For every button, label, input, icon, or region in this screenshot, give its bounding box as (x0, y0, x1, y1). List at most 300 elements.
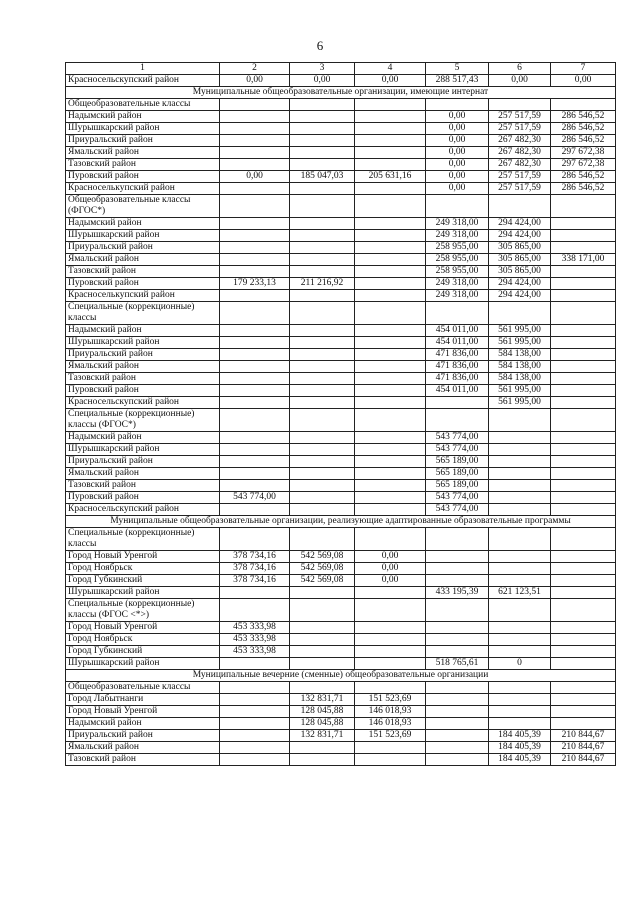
value-cell-col5: 471 836,00 (426, 361, 489, 373)
value-cell-col2 (220, 504, 290, 516)
row-label: Тазовский район (66, 373, 220, 385)
value-cell-col4 (355, 504, 426, 516)
value-cell-col3: 132 831,71 (290, 694, 355, 706)
value-cell-col7 (551, 694, 616, 706)
value-cell-col6 (489, 468, 551, 480)
value-cell-col5: 543 774,00 (426, 504, 489, 516)
value-cell-col3 (290, 337, 355, 349)
value-cell-col2 (220, 456, 290, 468)
section-header-row (66, 87, 616, 99)
row-label: Пуровский район (66, 171, 220, 183)
value-cell-col6: 621 123,51 (489, 587, 551, 599)
value-cell-col4 (355, 622, 426, 634)
table-row (66, 754, 616, 766)
value-cell-col5: 518 765,61 (426, 658, 489, 670)
value-cell-col2 (220, 159, 290, 171)
table-row (66, 147, 616, 159)
value-cell-col2 (220, 730, 290, 742)
value-cell-col7 (551, 551, 616, 563)
value-cell-col4: 151 523,69 (355, 730, 426, 742)
value-cell-col3: 185 047,03 (290, 171, 355, 183)
value-cell-col2: 179 233,13 (220, 278, 290, 290)
value-cell-col2: 0,00 (220, 75, 290, 87)
value-cell-col4 (355, 361, 426, 373)
value-cell-col6 (489, 492, 551, 504)
value-cell-col2 (220, 218, 290, 230)
value-cell-col6: 257 517,59 (489, 171, 551, 183)
table-row (66, 563, 616, 575)
value-cell-col5: 0,00 (426, 183, 489, 195)
value-cell-col6: 561 995,00 (489, 337, 551, 349)
value-cell-col7 (551, 290, 616, 302)
table-row (66, 682, 616, 694)
value-cell-col7: 297 672,38 (551, 147, 616, 159)
value-cell-col3 (290, 682, 355, 694)
value-cell-col6: 0 (489, 658, 551, 670)
value-cell-col2 (220, 290, 290, 302)
value-cell-col7 (551, 302, 616, 325)
row-label: Специальные (коррекционные) классы (ФГОС*) (66, 409, 220, 432)
table-row (66, 266, 616, 278)
value-cell-col6 (489, 563, 551, 575)
section-title: Муниципальные общеобразовательные организации, имеющие интернат (66, 87, 616, 99)
value-cell-col5 (426, 528, 489, 551)
value-cell-col4 (355, 492, 426, 504)
value-cell-col5: 543 774,00 (426, 444, 489, 456)
row-label: Надымский район (66, 432, 220, 444)
value-cell-col7 (551, 242, 616, 254)
value-cell-col7 (551, 397, 616, 409)
value-cell-col7 (551, 266, 616, 278)
row-label: Специальные (коррекционные) классы (66, 302, 220, 325)
value-cell-col3 (290, 123, 355, 135)
value-cell-col6: 184 405,39 (489, 730, 551, 742)
value-cell-col2 (220, 349, 290, 361)
table-row (66, 468, 616, 480)
value-cell-col7 (551, 444, 616, 456)
value-cell-col5 (426, 195, 489, 218)
value-cell-col3: 128 045,88 (290, 718, 355, 730)
value-cell-col4 (355, 111, 426, 123)
value-cell-col7 (551, 99, 616, 111)
value-cell-col6 (489, 99, 551, 111)
value-cell-col7: 286 546,52 (551, 171, 616, 183)
value-cell-col7 (551, 218, 616, 230)
value-cell-col4 (355, 337, 426, 349)
value-cell-col5: 454 011,00 (426, 325, 489, 337)
value-cell-col6: 294 424,00 (489, 278, 551, 290)
value-cell-col3 (290, 290, 355, 302)
value-cell-col5 (426, 302, 489, 325)
row-label: Специальные (коррекционные) классы (ФГОС <*>) (66, 599, 220, 622)
value-cell-col6 (489, 528, 551, 551)
row-label: Тазовский район (66, 754, 220, 766)
row-label: Город Ноябрьск (66, 563, 220, 575)
value-cell-col7 (551, 504, 616, 516)
value-cell-col2 (220, 135, 290, 147)
value-cell-col6 (489, 599, 551, 622)
row-label: Город Новый Уренгой (66, 706, 220, 718)
row-label: Пуровский район (66, 385, 220, 397)
value-cell-col4: 205 631,16 (355, 171, 426, 183)
value-cell-col6: 584 138,00 (489, 361, 551, 373)
value-cell-col6: 267 482,30 (489, 147, 551, 159)
header-cell-5: 5 (426, 63, 489, 75)
value-cell-col2 (220, 444, 290, 456)
value-cell-col6: 561 995,00 (489, 397, 551, 409)
row-label: Шурышкарский район (66, 337, 220, 349)
value-cell-col2 (220, 373, 290, 385)
value-cell-col4 (355, 456, 426, 468)
value-cell-col7 (551, 456, 616, 468)
value-cell-col3 (290, 159, 355, 171)
value-cell-col3 (290, 147, 355, 159)
value-cell-col2 (220, 528, 290, 551)
value-cell-col5: 0,00 (426, 111, 489, 123)
value-cell-col3 (290, 658, 355, 670)
value-cell-col6: 267 482,30 (489, 135, 551, 147)
value-cell-col5: 288 517,43 (426, 75, 489, 87)
value-cell-col6 (489, 195, 551, 218)
table-row (66, 278, 616, 290)
value-cell-col7 (551, 385, 616, 397)
budget-table (65, 62, 616, 766)
value-cell-col7 (551, 361, 616, 373)
value-cell-col4 (355, 278, 426, 290)
value-cell-col4 (355, 99, 426, 111)
value-cell-col5 (426, 563, 489, 575)
value-cell-col3: 211 216,92 (290, 278, 355, 290)
value-cell-col7: 338 171,00 (551, 254, 616, 266)
value-cell-col5: 543 774,00 (426, 432, 489, 444)
value-cell-col5 (426, 622, 489, 634)
value-cell-col2 (220, 242, 290, 254)
value-cell-col6: 561 995,00 (489, 325, 551, 337)
value-cell-col3: 542 569,08 (290, 575, 355, 587)
row-label: Красносельскупский район (66, 504, 220, 516)
value-cell-col4 (355, 397, 426, 409)
header-cell-2: 2 (220, 63, 290, 75)
value-cell-col7 (551, 230, 616, 242)
value-cell-col5 (426, 730, 489, 742)
value-cell-col6: 257 517,59 (489, 183, 551, 195)
value-cell-col6: 184 405,39 (489, 754, 551, 766)
value-cell-col4 (355, 325, 426, 337)
value-cell-col6: 184 405,39 (489, 742, 551, 754)
value-cell-col6 (489, 622, 551, 634)
table-row (66, 587, 616, 599)
table-row (66, 397, 616, 409)
value-cell-col5: 0,00 (426, 171, 489, 183)
value-cell-col6 (489, 706, 551, 718)
value-cell-col4: 151 523,69 (355, 694, 426, 706)
section-header-row (66, 516, 616, 528)
value-cell-col2 (220, 183, 290, 195)
table-row (66, 646, 616, 658)
table-row (66, 337, 616, 349)
row-label: Шурышкарский район (66, 587, 220, 599)
value-cell-col3 (290, 754, 355, 766)
row-label: Тазовский район (66, 159, 220, 171)
row-label: Город Губкинский (66, 646, 220, 658)
value-cell-col6: 561 995,00 (489, 385, 551, 397)
value-cell-col3 (290, 409, 355, 432)
value-cell-col4 (355, 682, 426, 694)
value-cell-col2 (220, 123, 290, 135)
table-row (66, 135, 616, 147)
value-cell-col3 (290, 456, 355, 468)
value-cell-col4: 0,00 (355, 75, 426, 87)
value-cell-col7 (551, 587, 616, 599)
value-cell-col5: 454 011,00 (426, 385, 489, 397)
value-cell-col6: 267 482,30 (489, 159, 551, 171)
value-cell-col7: 286 546,52 (551, 135, 616, 147)
row-label: Ямальский район (66, 742, 220, 754)
value-cell-col3: 128 045,88 (290, 706, 355, 718)
value-cell-col3 (290, 218, 355, 230)
table-row (66, 444, 616, 456)
value-cell-col5: 249 318,00 (426, 218, 489, 230)
value-cell-col4 (355, 135, 426, 147)
value-cell-col4 (355, 123, 426, 135)
value-cell-col6: 294 424,00 (489, 230, 551, 242)
row-label: Город Ноябрьск (66, 634, 220, 646)
value-cell-col7: 286 546,52 (551, 183, 616, 195)
value-cell-col4 (355, 302, 426, 325)
value-cell-col5: 454 011,00 (426, 337, 489, 349)
row-label: Шурышкарский район (66, 230, 220, 242)
row-label: Красносельскупский район (66, 397, 220, 409)
value-cell-col6 (489, 409, 551, 432)
value-cell-col7 (551, 278, 616, 290)
value-cell-col3: 542 569,08 (290, 551, 355, 563)
value-cell-col5: 565 189,00 (426, 468, 489, 480)
row-label: Город Лабытнанги (66, 694, 220, 706)
row-label: Надымский район (66, 111, 220, 123)
row-label: Общеобразовательные классы (ФГОС*) (66, 195, 220, 218)
value-cell-col5 (426, 694, 489, 706)
value-cell-col4 (355, 147, 426, 159)
value-cell-col7 (551, 480, 616, 492)
row-label: Приуральский район (66, 456, 220, 468)
value-cell-col7 (551, 575, 616, 587)
category-row (66, 409, 616, 432)
value-cell-col4: 0,00 (355, 563, 426, 575)
value-cell-col6: 305 865,00 (489, 254, 551, 266)
value-cell-col7 (551, 337, 616, 349)
row-label: Общеобразовательные классы (66, 682, 220, 694)
value-cell-col7 (551, 563, 616, 575)
value-cell-col3 (290, 622, 355, 634)
table-row (66, 111, 616, 123)
value-cell-col4 (355, 742, 426, 754)
value-cell-col7: 286 546,52 (551, 111, 616, 123)
value-cell-col3 (290, 646, 355, 658)
value-cell-col7: 0,00 (551, 75, 616, 87)
value-cell-col4 (355, 218, 426, 230)
row-label: Приуральский район (66, 135, 220, 147)
value-cell-col5: 0,00 (426, 159, 489, 171)
value-cell-col2 (220, 302, 290, 325)
value-cell-col2 (220, 195, 290, 218)
row-label: Пуровский район (66, 492, 220, 504)
value-cell-col6: 257 517,59 (489, 123, 551, 135)
row-label: Ямальский район (66, 361, 220, 373)
value-cell-col4 (355, 159, 426, 171)
value-cell-col6 (489, 575, 551, 587)
value-cell-col3 (290, 480, 355, 492)
value-cell-col3 (290, 373, 355, 385)
table-row (66, 171, 616, 183)
table-body (66, 63, 616, 766)
value-cell-col7 (551, 409, 616, 432)
table-row (66, 694, 616, 706)
value-cell-col5: 0,00 (426, 147, 489, 159)
row-label: Город Новый Уренгой (66, 622, 220, 634)
table-row (66, 432, 616, 444)
table-row (66, 480, 616, 492)
value-cell-col2: 453 333,98 (220, 646, 290, 658)
value-cell-col5: 565 189,00 (426, 480, 489, 492)
value-cell-col3 (290, 195, 355, 218)
value-cell-col6 (489, 504, 551, 516)
value-cell-col2 (220, 480, 290, 492)
table-row (66, 658, 616, 670)
value-cell-col5: 249 318,00 (426, 230, 489, 242)
value-cell-col7 (551, 468, 616, 480)
value-cell-col5 (426, 409, 489, 432)
table-row (66, 634, 616, 646)
value-cell-col3 (290, 397, 355, 409)
table-row (66, 230, 616, 242)
value-cell-col7 (551, 682, 616, 694)
value-cell-col5 (426, 99, 489, 111)
value-cell-col2 (220, 409, 290, 432)
value-cell-col3 (290, 444, 355, 456)
row-label: Специальные (коррекционные) классы (66, 528, 220, 551)
table-row (66, 385, 616, 397)
value-cell-col5: 565 189,00 (426, 456, 489, 468)
value-cell-col5: 0,00 (426, 135, 489, 147)
value-cell-col2 (220, 385, 290, 397)
value-cell-col4 (355, 254, 426, 266)
value-cell-col2: 453 333,98 (220, 622, 290, 634)
row-label: Шурышкарский район (66, 444, 220, 456)
value-cell-col7 (551, 325, 616, 337)
value-cell-col7 (551, 658, 616, 670)
value-cell-col4 (355, 385, 426, 397)
value-cell-col3 (290, 111, 355, 123)
value-cell-col5: 258 955,00 (426, 242, 489, 254)
header-cell-7: 7 (551, 63, 616, 75)
value-cell-col3 (290, 599, 355, 622)
row-label: Город Новый Уренгой (66, 551, 220, 563)
row-label: Город Губкинский (66, 575, 220, 587)
value-cell-col4 (355, 528, 426, 551)
value-cell-col3 (290, 432, 355, 444)
value-cell-col2 (220, 658, 290, 670)
header-cell-3: 3 (290, 63, 355, 75)
table-row (66, 742, 616, 754)
value-cell-col4 (355, 599, 426, 622)
value-cell-col7 (551, 706, 616, 718)
section-header-row (66, 670, 616, 682)
value-cell-col5: 471 836,00 (426, 349, 489, 361)
value-cell-col6 (489, 432, 551, 444)
value-cell-col2 (220, 682, 290, 694)
value-cell-col6 (489, 682, 551, 694)
value-cell-col2 (220, 361, 290, 373)
value-cell-col6 (489, 456, 551, 468)
value-cell-col5 (426, 646, 489, 658)
value-cell-col3 (290, 361, 355, 373)
value-cell-col2 (220, 694, 290, 706)
value-cell-col3 (290, 183, 355, 195)
value-cell-col2 (220, 706, 290, 718)
value-cell-col2 (220, 325, 290, 337)
value-cell-col6 (489, 444, 551, 456)
table-row (66, 718, 616, 730)
value-cell-col4 (355, 349, 426, 361)
value-cell-col4 (355, 468, 426, 480)
value-cell-col5 (426, 575, 489, 587)
value-cell-col7 (551, 599, 616, 622)
value-cell-col3 (290, 254, 355, 266)
table-row (66, 183, 616, 195)
section-title: Муниципальные вечерние (сменные) общеобразовательные организации (66, 670, 616, 682)
category-row (66, 599, 616, 622)
value-cell-col4 (355, 634, 426, 646)
table-row (66, 706, 616, 718)
table-row (66, 123, 616, 135)
value-cell-col3 (290, 504, 355, 516)
value-cell-col6 (489, 551, 551, 563)
value-cell-col2 (220, 754, 290, 766)
row-label: Ямальский район (66, 254, 220, 266)
value-cell-col5: 543 774,00 (426, 492, 489, 504)
value-cell-col5 (426, 682, 489, 694)
value-cell-col7: 286 546,52 (551, 123, 616, 135)
value-cell-col3 (290, 325, 355, 337)
value-cell-col5: 433 195,39 (426, 587, 489, 599)
value-cell-col4 (355, 432, 426, 444)
value-cell-col6 (489, 694, 551, 706)
value-cell-col4 (355, 266, 426, 278)
row-label: Пуровский район (66, 278, 220, 290)
value-cell-col4 (355, 658, 426, 670)
row-label: Приуральский район (66, 730, 220, 742)
value-cell-col7 (551, 349, 616, 361)
value-cell-col3 (290, 634, 355, 646)
value-cell-col2 (220, 266, 290, 278)
value-cell-col3 (290, 230, 355, 242)
value-cell-col6 (489, 718, 551, 730)
value-cell-col2 (220, 147, 290, 159)
row-label: Общеобразовательные классы (66, 99, 220, 111)
value-cell-col7 (551, 622, 616, 634)
value-cell-col4 (355, 587, 426, 599)
value-cell-col2: 453 333,98 (220, 634, 290, 646)
value-cell-col2 (220, 599, 290, 622)
value-cell-col2 (220, 99, 290, 111)
value-cell-col6 (489, 646, 551, 658)
row-label: Приуральский район (66, 242, 220, 254)
value-cell-col3 (290, 349, 355, 361)
value-cell-col5: 258 955,00 (426, 266, 489, 278)
category-row (66, 302, 616, 325)
value-cell-col7: 210 844,67 (551, 754, 616, 766)
value-cell-col7 (551, 373, 616, 385)
